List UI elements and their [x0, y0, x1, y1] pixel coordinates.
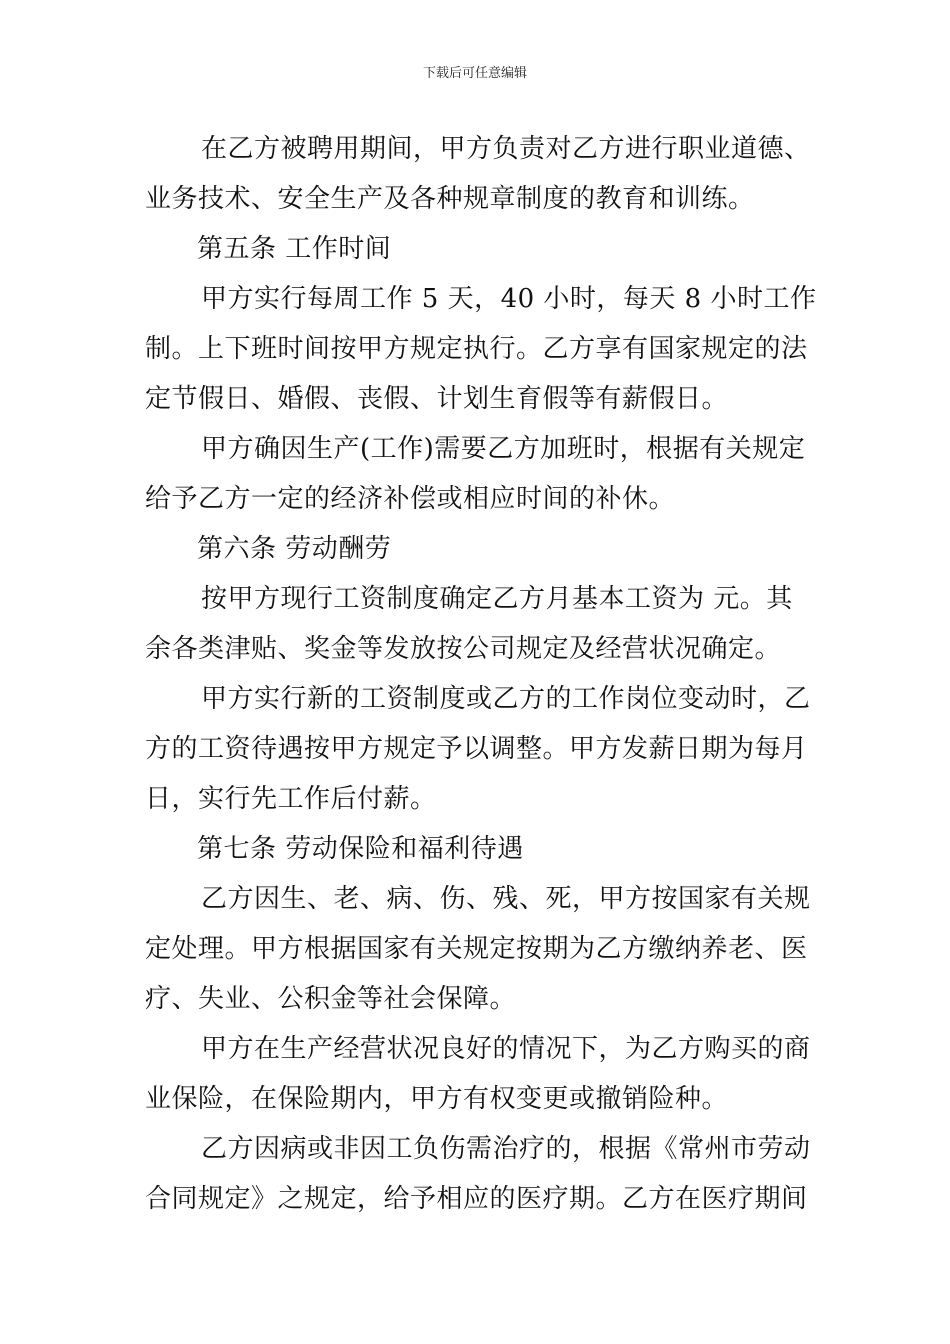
article-heading-7: 第七条 劳动保险和福利待遇 [197, 834, 524, 864]
paragraph-salary-adjustment: 甲方实行新的工资制度或乙方的工作岗位变动时，乙方的工资待遇按甲方规定予以调整。甲方发薪日期为每月日，实行先工作后付薪。 [145, 684, 811, 814]
paragraph-base-salary: 按甲方现行工资制度确定乙方月基本工资为 元。其余各类津贴、奖金等发放按公司规定及经营状况确定。 [145, 584, 793, 664]
paragraph-overtime: 甲方确因生产(工作)需要乙方加班时，根据有关规定给予乙方一定的经济补偿或相应时间的补休。 [145, 434, 806, 514]
article-heading-5: 第五条 工作时间 [197, 234, 392, 264]
paragraph-commercial-insurance: 甲方在生产经营状况良好的情况下，为乙方购买的商业保险，在保险期内，甲方有权变更或撤销险种。 [145, 1034, 811, 1114]
paragraph-social-security: 乙方因生、老、病、伤、残、死，甲方按国家有关规定处理。甲方根据国家有关规定按期为乙方缴纳养老、医疗、失业、公积金等社会保障。 [145, 884, 811, 1014]
page-header: 下载后可任意编辑 [422, 66, 527, 81]
document-body [145, 124, 817, 1224]
paragraph-working-hours: 甲方实行每周工作 5 天，40 小时，每天 8 小时工作制。上下班时间按甲方规定执行。乙方享有国家规定的法定节假日、婚假、丧假、计划生育假等有薪假日。 [145, 284, 817, 414]
paragraph-medical-period: 乙方因病或非因工负伤需治疗的，根据《常州市劳动合同规定》之规定，给予相应的医疗期。乙方在医疗期间 [145, 1134, 811, 1214]
paragraph-training: 在乙方被聘用期间，甲方负责对乙方进行职业道德、业务技术、安全生产及各种规章制度的教育和训练。 [145, 134, 811, 214]
article-heading-6: 第六条 劳动酬劳 [197, 534, 392, 564]
